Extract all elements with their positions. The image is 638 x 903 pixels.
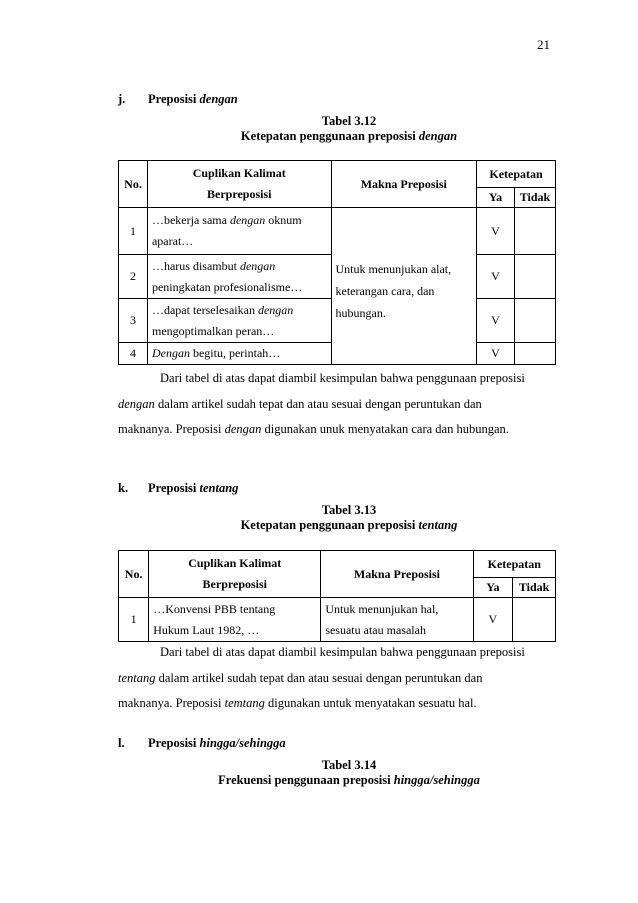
header-ketepatan: Ketepatan [477,161,556,188]
table-3-12 [118,160,556,365]
section-k-heading [118,481,238,496]
table-3-12-title: Ketepatan penggunaan preposisi dengan [240,129,458,143]
section-k-word: tentang [199,481,239,495]
header-cuplikan: Cuplikan Kalimat Berpreposisi [147,161,331,208]
quote-cell: …Konvensi PBB tentang Hukum Laut 1982, … [149,598,321,642]
section-j-letter: j. [118,92,126,106]
section-l-letter: l. [118,736,125,750]
header-ketepatan: Ketepatan [473,551,555,578]
page-number: 21 [537,37,550,52]
table-3-14-number: Tabel 3.14 [321,758,377,772]
makna-cell: Untuk menunjukan alat, keterangan cara, dan hubungan. [331,208,477,365]
table-row: 2 …harus disambut dengan peningkatan profesionalisme… V [119,255,556,299]
header-no: No. [119,161,148,208]
table-row: 1 …bekerja sama dengan oknum aparat… Untuk menunjukan alat, keterangan cara, dan hubungan. V [119,208,556,255]
quote-cell: Dengan begitu, perintah… [147,343,331,365]
paragraph-j: Dari tabel di atas dapat diambil kesimpulan bahwa penggunaan preposisi dengan dalam artikel sudah tepat dan atau sesuai dengan peruntukan dan maknanya. Preposisi dengan digunakan unuk menyatakan cara dan hubungan. [118,371,525,436]
header-tidak: Tidak [513,578,556,598]
header-tidak: Tidak [514,188,555,208]
section-l-word: hingga/sehingga [199,736,286,750]
section-l-prefix: Preposisi [148,736,197,750]
section-k-prefix: Preposisi [148,481,197,495]
header-makna: Makna Preposisi [321,551,473,598]
header-ya: Ya [473,578,513,598]
section-j-heading [118,92,238,107]
quote-cell: …harus disambut dengan peningkatan profesionalisme… [147,255,331,299]
quote-cell: …bekerja sama dengan oknum aparat… [147,208,331,255]
makna-cell: Untuk menunjukan hal, sesuatu atau masalah [321,598,473,642]
header-cuplikan: Cuplikan Kalimat Berpreposisi [149,551,321,598]
quote-cell: …dapat terselesaikan dengan mengoptimalkan peran… [147,299,331,343]
section-j-prefix: Preposisi [148,92,197,106]
table-3-13 [118,550,556,642]
header-no: No. [119,551,149,598]
section-k-letter: k. [118,481,129,495]
header-ya: Ya [477,188,515,208]
table-3-13-number: Tabel 3.13 [321,503,377,517]
table-row: 1 …Konvensi PBB tentang Hukum Laut 1982, … Untuk menunjukan hal, sesuatu atau masalah V [119,598,556,642]
section-l-heading [118,736,286,751]
table-3-14-title: Frekuensi penggunaan preposisi hingga/sehingga [218,773,480,787]
header-makna: Makna Preposisi [331,161,477,208]
table-row: 3 …dapat terselesaikan dengan mengoptimalkan peran… V [119,299,556,343]
table-3-12-number: Tabel 3.12 [321,114,377,128]
table-3-13-title: Ketepatan penggunaan preposisi tentang [240,518,458,532]
table-row: 4 Dengan begitu, perintah… V [119,343,556,365]
section-j-word: dengan [199,92,238,106]
paragraph-k: Dari tabel di atas dapat diambil kesimpulan bahwa penggunaan preposisi tentang dalam artikel sudah tepat dan atau sesuai dengan peruntukan dan maknanya. Preposisi temtang digunakan untuk menyatakan sesuatu hal. [118,645,525,710]
